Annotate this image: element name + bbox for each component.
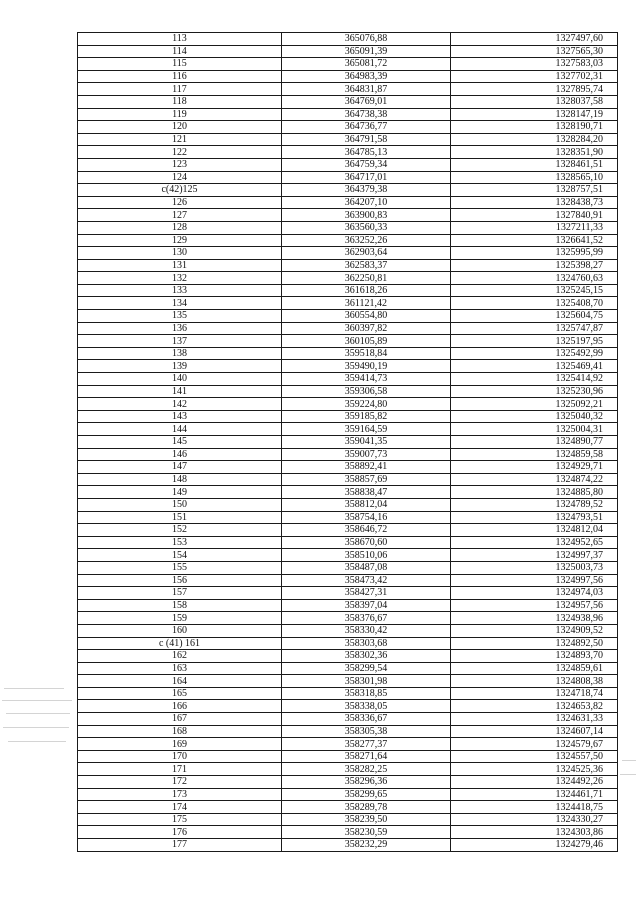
y-coordinate-cell: 1324279,46 — [451, 839, 618, 852]
y-coordinate-cell: 1327895,74 — [451, 83, 618, 96]
x-coordinate-cell: 358330,42 — [282, 624, 451, 637]
point-number-cell: 165 — [78, 687, 282, 700]
table-row — [78, 813, 618, 826]
scan-artifact — [6, 713, 70, 714]
y-coordinate-cell: 1324461,71 — [451, 788, 618, 801]
table-row — [78, 624, 618, 637]
scan-artifact — [4, 688, 64, 689]
y-coordinate-cell: 1325492,99 — [451, 347, 618, 360]
point-number-cell: 135 — [78, 310, 282, 323]
x-coordinate-cell: 364983,39 — [282, 70, 451, 83]
table-row — [78, 196, 618, 209]
x-coordinate-cell: 358376,67 — [282, 612, 451, 625]
y-coordinate-cell: 1327702,31 — [451, 70, 618, 83]
table-row — [78, 524, 618, 537]
y-coordinate-cell: 1324997,37 — [451, 549, 618, 562]
point-number-cell: 172 — [78, 776, 282, 789]
point-number-cell: 163 — [78, 662, 282, 675]
point-number-cell: 148 — [78, 473, 282, 486]
x-coordinate-cell: 359224,80 — [282, 398, 451, 411]
point-number-cell: 146 — [78, 448, 282, 461]
point-number-cell: 113 — [78, 33, 282, 46]
table-row — [78, 95, 618, 108]
table-row — [78, 486, 618, 499]
x-coordinate-cell: 358303,68 — [282, 637, 451, 650]
table-row — [78, 133, 618, 146]
x-coordinate-cell: 358670,60 — [282, 536, 451, 549]
table-row — [78, 448, 618, 461]
point-number-cell: 157 — [78, 587, 282, 600]
table-row — [78, 83, 618, 96]
point-number-cell: 142 — [78, 398, 282, 411]
y-coordinate-cell: 1327497,60 — [451, 33, 618, 46]
point-number-cell: 126 — [78, 196, 282, 209]
point-number-cell: 152 — [78, 524, 282, 537]
y-coordinate-cell: 1327211,33 — [451, 221, 618, 234]
point-number-cell: 160 — [78, 624, 282, 637]
y-coordinate-cell: 1328461,51 — [451, 158, 618, 171]
x-coordinate-cell: 359007,73 — [282, 448, 451, 461]
table-row — [78, 272, 618, 285]
x-coordinate-cell: 365076,88 — [282, 33, 451, 46]
x-coordinate-cell: 358318,85 — [282, 687, 451, 700]
y-coordinate-cell: 1324793,51 — [451, 511, 618, 524]
point-number-cell: 173 — [78, 788, 282, 801]
point-number-cell: 151 — [78, 511, 282, 524]
y-coordinate-cell: 1324957,56 — [451, 599, 618, 612]
scan-artifact — [622, 760, 636, 761]
point-number-cell: 159 — [78, 612, 282, 625]
table-row — [78, 373, 618, 386]
x-coordinate-cell: 360105,89 — [282, 335, 451, 348]
table-row — [78, 675, 618, 688]
x-coordinate-cell: 361618,26 — [282, 284, 451, 297]
table-row — [78, 561, 618, 574]
point-number-cell: 145 — [78, 436, 282, 449]
table-row — [78, 209, 618, 222]
y-coordinate-cell: 1324789,52 — [451, 498, 618, 511]
y-coordinate-cell: 1324760,63 — [451, 272, 618, 285]
table-row — [78, 612, 618, 625]
point-number-cell: 128 — [78, 221, 282, 234]
x-coordinate-cell: 359041,35 — [282, 436, 451, 449]
y-coordinate-cell: 1324892,50 — [451, 637, 618, 650]
x-coordinate-cell: 358487,08 — [282, 561, 451, 574]
table-row — [78, 158, 618, 171]
table-row — [78, 360, 618, 373]
point-number-cell: 164 — [78, 675, 282, 688]
x-coordinate-cell: 358301,98 — [282, 675, 451, 688]
table-row — [78, 776, 618, 789]
x-coordinate-cell: 358277,37 — [282, 738, 451, 751]
table-row — [78, 826, 618, 839]
table-row — [78, 839, 618, 852]
table-row — [78, 259, 618, 272]
point-number-cell: с(42)125 — [78, 184, 282, 197]
scan-artifact — [2, 700, 72, 701]
table-row — [78, 310, 618, 323]
x-coordinate-cell: 360554,80 — [282, 310, 451, 323]
point-number-cell: 130 — [78, 247, 282, 260]
point-number-cell: 117 — [78, 83, 282, 96]
x-coordinate-cell: 358646,72 — [282, 524, 451, 537]
x-coordinate-cell: 362250,81 — [282, 272, 451, 285]
x-coordinate-cell: 358282,25 — [282, 763, 451, 776]
table-row — [78, 184, 618, 197]
x-coordinate-cell: 364759,34 — [282, 158, 451, 171]
y-coordinate-cell: 1324974,03 — [451, 587, 618, 600]
point-number-cell: 139 — [78, 360, 282, 373]
y-coordinate-cell: 1327583,03 — [451, 58, 618, 71]
table-row — [78, 738, 618, 751]
point-number-cell: 137 — [78, 335, 282, 348]
point-number-cell: 120 — [78, 121, 282, 134]
point-number-cell: 127 — [78, 209, 282, 222]
y-coordinate-cell: 1324929,71 — [451, 461, 618, 474]
point-number-cell: 176 — [78, 826, 282, 839]
x-coordinate-cell: 361121,42 — [282, 297, 451, 310]
coordinates-table-body — [78, 33, 618, 852]
table-row — [78, 58, 618, 71]
y-coordinate-cell: 1324808,38 — [451, 675, 618, 688]
x-coordinate-cell: 358302,36 — [282, 650, 451, 663]
x-coordinate-cell: 359164,59 — [282, 423, 451, 436]
table-row — [78, 574, 618, 587]
point-number-cell: 153 — [78, 536, 282, 549]
x-coordinate-cell: 359185,82 — [282, 410, 451, 423]
point-number-cell: 169 — [78, 738, 282, 751]
y-coordinate-cell: 1325230,96 — [451, 385, 618, 398]
y-coordinate-cell: 1325414,92 — [451, 373, 618, 386]
point-number-cell: 177 — [78, 839, 282, 852]
x-coordinate-cell: 365091,39 — [282, 45, 451, 58]
point-number-cell: 156 — [78, 574, 282, 587]
y-coordinate-cell: 1324938,96 — [451, 612, 618, 625]
table-row — [78, 750, 618, 763]
y-coordinate-cell: 1324607,14 — [451, 725, 618, 738]
point-number-cell: 175 — [78, 813, 282, 826]
table-row — [78, 801, 618, 814]
x-coordinate-cell: 358232,29 — [282, 839, 451, 852]
x-coordinate-cell: 363560,33 — [282, 221, 451, 234]
table-row — [78, 234, 618, 247]
table-row — [78, 335, 618, 348]
x-coordinate-cell: 363900,83 — [282, 209, 451, 222]
x-coordinate-cell: 364738,38 — [282, 108, 451, 121]
x-coordinate-cell: 364785,13 — [282, 146, 451, 159]
y-coordinate-cell: 1324812,04 — [451, 524, 618, 537]
table-row — [78, 637, 618, 650]
point-number-cell: 114 — [78, 45, 282, 58]
table-row — [78, 247, 618, 260]
table-row — [78, 221, 618, 234]
y-coordinate-cell: 1324330,27 — [451, 813, 618, 826]
x-coordinate-cell: 358838,47 — [282, 486, 451, 499]
point-number-cell: 119 — [78, 108, 282, 121]
y-coordinate-cell: 1324303,86 — [451, 826, 618, 839]
x-coordinate-cell: 358239,50 — [282, 813, 451, 826]
x-coordinate-cell: 358857,69 — [282, 473, 451, 486]
table-row — [78, 650, 618, 663]
y-coordinate-cell: 1326641,52 — [451, 234, 618, 247]
x-coordinate-cell: 362903,64 — [282, 247, 451, 260]
x-coordinate-cell: 364717,01 — [282, 171, 451, 184]
x-coordinate-cell: 364831,87 — [282, 83, 451, 96]
x-coordinate-cell: 365081,72 — [282, 58, 451, 71]
y-coordinate-cell: 1325469,41 — [451, 360, 618, 373]
x-coordinate-cell: 364736,77 — [282, 121, 451, 134]
point-number-cell: 131 — [78, 259, 282, 272]
y-coordinate-cell: 1327840,91 — [451, 209, 618, 222]
y-coordinate-cell: 1325003,73 — [451, 561, 618, 574]
x-coordinate-cell: 359414,73 — [282, 373, 451, 386]
table-row — [78, 587, 618, 600]
table-row — [78, 171, 618, 184]
x-coordinate-cell: 358427,31 — [282, 587, 451, 600]
table-row — [78, 347, 618, 360]
point-number-cell: 116 — [78, 70, 282, 83]
table-row — [78, 549, 618, 562]
scan-artifact — [3, 727, 69, 728]
table-row — [78, 284, 618, 297]
y-coordinate-cell: 1328147,19 — [451, 108, 618, 121]
x-coordinate-cell: 358289,78 — [282, 801, 451, 814]
scan-artifact — [8, 741, 66, 742]
y-coordinate-cell: 1327565,30 — [451, 45, 618, 58]
point-number-cell: 118 — [78, 95, 282, 108]
y-coordinate-cell: 1325245,15 — [451, 284, 618, 297]
y-coordinate-cell: 1324859,61 — [451, 662, 618, 675]
x-coordinate-cell: 358305,38 — [282, 725, 451, 738]
x-coordinate-cell: 364207,10 — [282, 196, 451, 209]
table-row — [78, 599, 618, 612]
y-coordinate-cell: 1324557,50 — [451, 750, 618, 763]
point-number-cell: 133 — [78, 284, 282, 297]
point-number-cell: 150 — [78, 498, 282, 511]
table-row — [78, 70, 618, 83]
y-coordinate-cell: 1328037,58 — [451, 95, 618, 108]
table-row — [78, 725, 618, 738]
x-coordinate-cell: 364791,58 — [282, 133, 451, 146]
table-row — [78, 788, 618, 801]
x-coordinate-cell: 358754,16 — [282, 511, 451, 524]
point-number-cell: 174 — [78, 801, 282, 814]
table-row — [78, 662, 618, 675]
y-coordinate-cell: 1324718,74 — [451, 687, 618, 700]
table-row — [78, 108, 618, 121]
x-coordinate-cell: 358892,41 — [282, 461, 451, 474]
point-number-cell: 141 — [78, 385, 282, 398]
point-number-cell: 166 — [78, 700, 282, 713]
y-coordinate-cell: 1324859,58 — [451, 448, 618, 461]
point-number-cell: 129 — [78, 234, 282, 247]
point-number-cell: 138 — [78, 347, 282, 360]
x-coordinate-cell: 358510,06 — [282, 549, 451, 562]
table-row — [78, 322, 618, 335]
table-row — [78, 146, 618, 159]
point-number-cell: 155 — [78, 561, 282, 574]
x-coordinate-cell: 359518,84 — [282, 347, 451, 360]
point-number-cell: 168 — [78, 725, 282, 738]
point-number-cell: с (41) 161 — [78, 637, 282, 650]
point-number-cell: 154 — [78, 549, 282, 562]
x-coordinate-cell: 364769,01 — [282, 95, 451, 108]
table-row — [78, 461, 618, 474]
point-number-cell: 167 — [78, 713, 282, 726]
coordinates-table — [77, 32, 618, 852]
x-coordinate-cell: 358299,65 — [282, 788, 451, 801]
point-number-cell: 136 — [78, 322, 282, 335]
point-number-cell: 122 — [78, 146, 282, 159]
x-coordinate-cell: 359306,58 — [282, 385, 451, 398]
x-coordinate-cell: 358230,59 — [282, 826, 451, 839]
x-coordinate-cell: 363252,26 — [282, 234, 451, 247]
x-coordinate-cell: 360397,82 — [282, 322, 451, 335]
x-coordinate-cell: 358397,04 — [282, 599, 451, 612]
point-number-cell: 140 — [78, 373, 282, 386]
y-coordinate-cell: 1325092,21 — [451, 398, 618, 411]
y-coordinate-cell: 1328438,73 — [451, 196, 618, 209]
y-coordinate-cell: 1324997,56 — [451, 574, 618, 587]
x-coordinate-cell: 358338,05 — [282, 700, 451, 713]
y-coordinate-cell: 1325408,70 — [451, 297, 618, 310]
table-row — [78, 297, 618, 310]
y-coordinate-cell: 1325398,27 — [451, 259, 618, 272]
y-coordinate-cell: 1324579,67 — [451, 738, 618, 751]
y-coordinate-cell: 1325197,95 — [451, 335, 618, 348]
table-row — [78, 498, 618, 511]
point-number-cell: 115 — [78, 58, 282, 71]
x-coordinate-cell: 359490,19 — [282, 360, 451, 373]
point-number-cell: 170 — [78, 750, 282, 763]
table-row — [78, 398, 618, 411]
point-number-cell: 132 — [78, 272, 282, 285]
table-row — [78, 687, 618, 700]
table-row — [78, 511, 618, 524]
table-row — [78, 436, 618, 449]
y-coordinate-cell: 1328284,20 — [451, 133, 618, 146]
y-coordinate-cell: 1325604,75 — [451, 310, 618, 323]
point-number-cell: 134 — [78, 297, 282, 310]
y-coordinate-cell: 1328757,51 — [451, 184, 618, 197]
y-coordinate-cell: 1324492,26 — [451, 776, 618, 789]
table-row — [78, 536, 618, 549]
y-coordinate-cell: 1325995,99 — [451, 247, 618, 260]
x-coordinate-cell: 358336,67 — [282, 713, 451, 726]
x-coordinate-cell: 358296,36 — [282, 776, 451, 789]
point-number-cell: 123 — [78, 158, 282, 171]
y-coordinate-cell: 1328351,90 — [451, 146, 618, 159]
table-row — [78, 121, 618, 134]
point-number-cell: 144 — [78, 423, 282, 436]
point-number-cell: 171 — [78, 763, 282, 776]
x-coordinate-cell: 358473,42 — [282, 574, 451, 587]
x-coordinate-cell: 364379,38 — [282, 184, 451, 197]
y-coordinate-cell: 1324525,36 — [451, 763, 618, 776]
point-number-cell: 147 — [78, 461, 282, 474]
y-coordinate-cell: 1324418,75 — [451, 801, 618, 814]
table-row — [78, 763, 618, 776]
y-coordinate-cell: 1324893,70 — [451, 650, 618, 663]
table-row — [78, 700, 618, 713]
point-number-cell: 149 — [78, 486, 282, 499]
table-row — [78, 410, 618, 423]
table-row — [78, 45, 618, 58]
table-row — [78, 385, 618, 398]
y-coordinate-cell: 1328565,10 — [451, 171, 618, 184]
table-row — [78, 33, 618, 46]
y-coordinate-cell: 1324631,33 — [451, 713, 618, 726]
y-coordinate-cell: 1324890,77 — [451, 436, 618, 449]
table-row — [78, 713, 618, 726]
x-coordinate-cell: 358299,54 — [282, 662, 451, 675]
table-row — [78, 423, 618, 436]
y-coordinate-cell: 1328190,71 — [451, 121, 618, 134]
point-number-cell: 121 — [78, 133, 282, 146]
table-row — [78, 473, 618, 486]
y-coordinate-cell: 1324885,80 — [451, 486, 618, 499]
y-coordinate-cell: 1325040,32 — [451, 410, 618, 423]
point-number-cell: 162 — [78, 650, 282, 663]
y-coordinate-cell: 1325004,31 — [451, 423, 618, 436]
x-coordinate-cell: 358271,64 — [282, 750, 451, 763]
y-coordinate-cell: 1324909,52 — [451, 624, 618, 637]
scan-artifact — [620, 774, 636, 775]
y-coordinate-cell: 1324653,82 — [451, 700, 618, 713]
point-number-cell: 158 — [78, 599, 282, 612]
x-coordinate-cell: 362583,37 — [282, 259, 451, 272]
point-number-cell: 143 — [78, 410, 282, 423]
y-coordinate-cell: 1324874,22 — [451, 473, 618, 486]
point-number-cell: 124 — [78, 171, 282, 184]
x-coordinate-cell: 358812,04 — [282, 498, 451, 511]
y-coordinate-cell: 1324952,65 — [451, 536, 618, 549]
y-coordinate-cell: 1325747,87 — [451, 322, 618, 335]
